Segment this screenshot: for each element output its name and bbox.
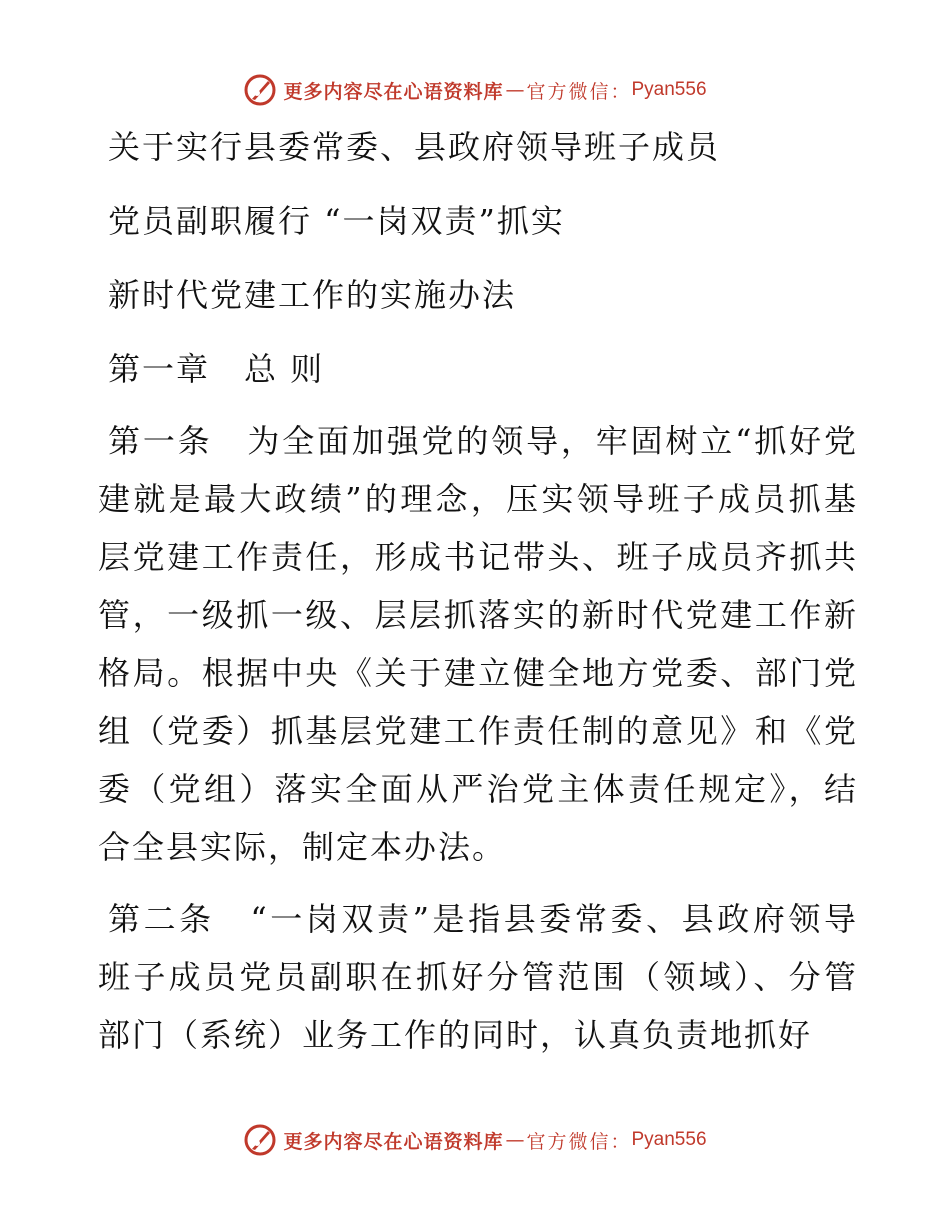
article-paragraph-1: 第一条 为全面加强党的领导，牢固树立“抓好党建就是最大政绩”的理念，压实领导班子成员抓基层党建工作责任，形成书记带头、班子成员齐抓共管，一级抓一级、层层抓落实的新时代党建工作新格局。根据中央《关于建立健全地方党委、部门党组（党委）抓基层党建工作责任制的意见》和《党委（党组）落实全面从严治党主体责任规定》，结合全县实际，制定本办法。 xyxy=(98,422,858,866)
quill-logo-icon xyxy=(243,73,277,107)
watermark-top xyxy=(0,70,950,110)
watermark-sub-text: 官方微信： xyxy=(526,1130,632,1153)
article-paragraph-2: 第二条 “一岗双责”是指县委常委、县政府领导班子成员党员副职在抓好分管范围（领域）、分管部门（系统）业务工作的同时，认真负责地抓好 xyxy=(98,900,858,1054)
document-title-line-3: 新时代党建工作的实施办法 xyxy=(108,276,517,314)
watermark-separator: — xyxy=(505,1129,525,1151)
watermark-id-text: Pyan556 xyxy=(631,79,707,100)
document-title-line-1: 关于实行县委常委、县政府领导班子成员 xyxy=(108,128,721,166)
document-title-line-2: 党员副职履行 “一岗双责”抓实 xyxy=(108,202,565,240)
watermark-separator: — xyxy=(505,79,525,101)
document-body xyxy=(98,118,858,1078)
watermark-main-text: 更多内容尽在心语资料库 xyxy=(283,80,504,103)
chapter-heading: 第一章 总 则 xyxy=(108,350,325,388)
watermark-main-text: 更多内容尽在心语资料库 xyxy=(283,1130,504,1153)
watermark-id-text: Pyan556 xyxy=(631,1129,707,1150)
watermark-sub-text: 官方微信： xyxy=(526,80,632,103)
quill-logo-icon xyxy=(243,1123,277,1157)
watermark-bottom xyxy=(0,1120,950,1160)
